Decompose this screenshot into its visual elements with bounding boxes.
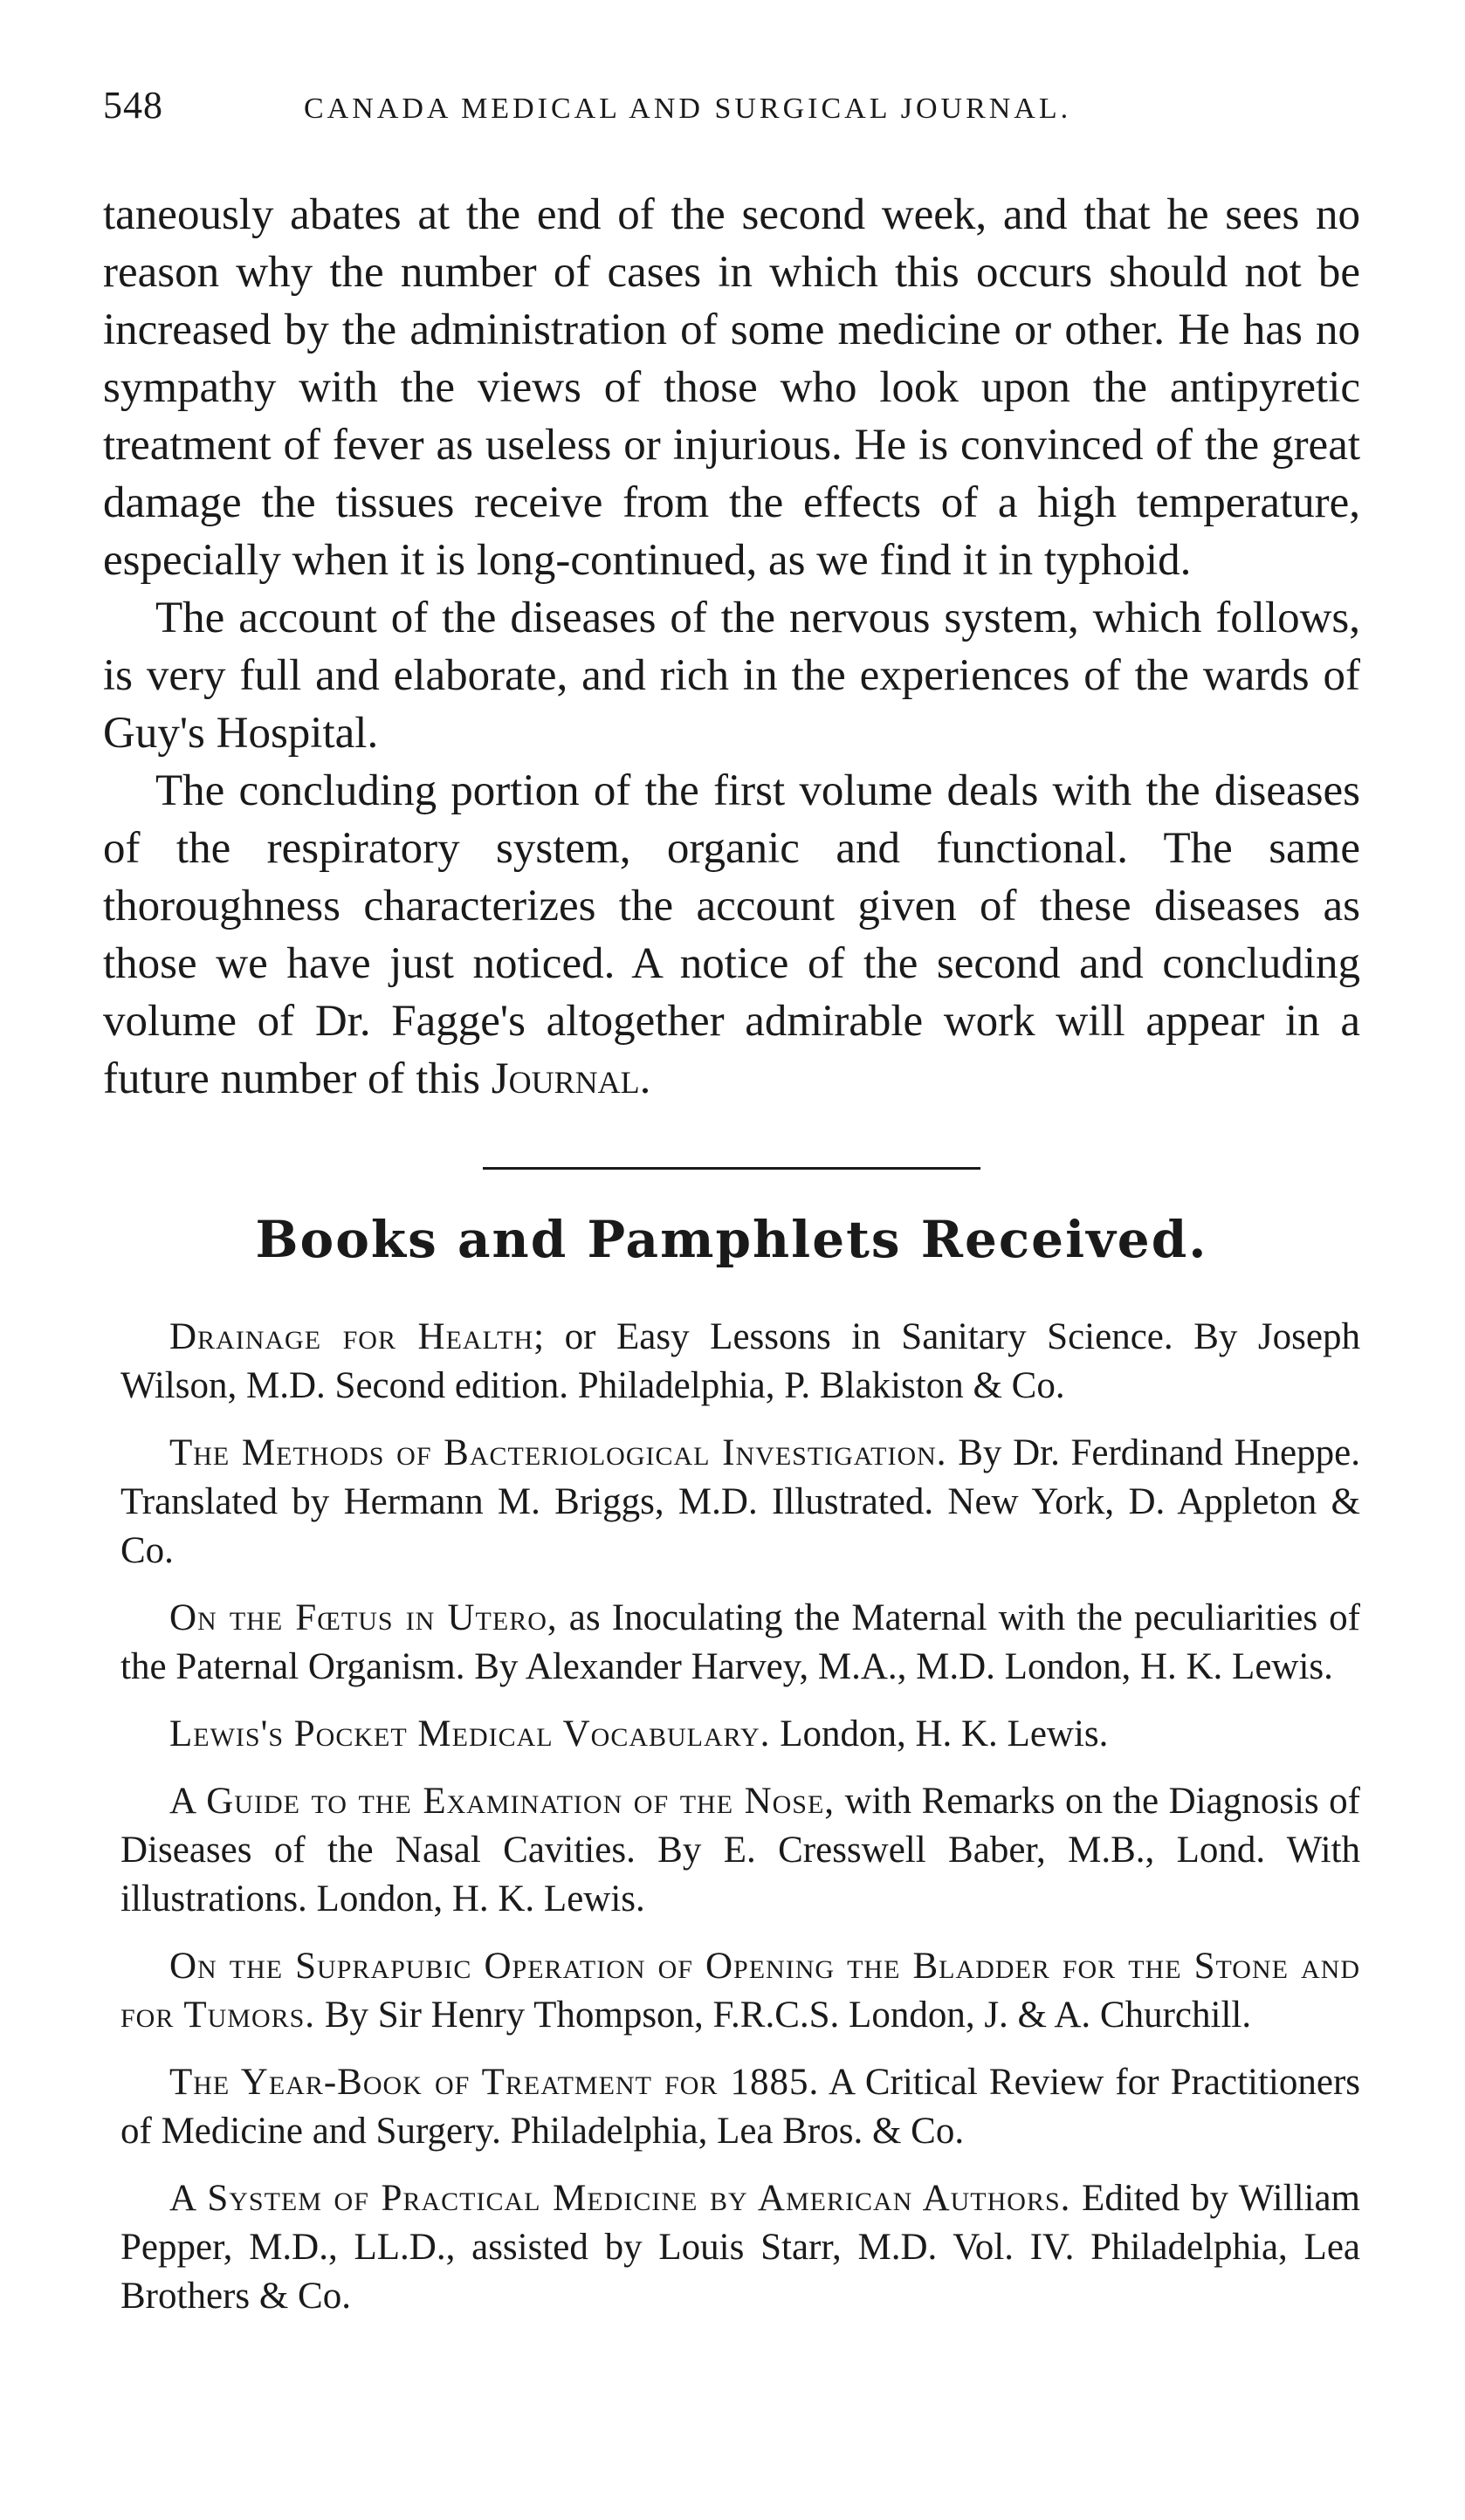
book-entry	[120, 1942, 1360, 2040]
book-entry	[120, 1594, 1360, 1692]
paragraph-1: taneously abates at the end of the second week, and that he sees no reason why the number of cases in which this occurs should not be increased by the administration of some medicine or other. He has no sympathy with the views of those who look upon the antipyretic treatment of fever as useless or injurious. He is convinced of the great damage the tissues receive from the effects of a high temperature, especially when it is long-continued, as we find it in typhoid.	[103, 190, 1360, 585]
book-title: Lewis's Pocket Medical Vocabulary.	[169, 1713, 771, 1754]
book-title: On the Suprapubic Operation of Opening the Bladder for the Stone and for Tumors.	[120, 1946, 1360, 2036]
journal-title: CANADA MEDICAL AND SURGICAL JOURNAL.	[304, 93, 1072, 125]
book-title: The Methods of Bacteriological Investigation.	[169, 1432, 947, 1473]
book-details: By Dr. Ferdinand Hneppe. Translated by Hermann M. Briggs, M.D. Illustrated. New York, D. Appleton & Co.	[120, 1432, 1360, 1571]
running-head	[103, 83, 1360, 135]
journal-reference: Journal.	[491, 1054, 651, 1103]
books-list	[103, 1313, 1360, 2321]
book-title: On the Fœtus in Utero,	[169, 1597, 558, 1638]
section-title: Books and Pamphlets Received.	[255, 1210, 1208, 1269]
review-body	[103, 186, 1360, 1108]
book-details: By Sir Henry Thompson, F.R.C.S. London, J. & A. Churchill.	[315, 1995, 1252, 2036]
page-number: 548	[103, 84, 163, 127]
journal-page	[103, 83, 1360, 2339]
book-entry	[120, 2174, 1360, 2321]
book-details: as Inoculating the Maternal with the peculiarities of the Paternal Organism. By Alexander Harvey, M.A., M.D. London, H. K. Lewis.	[120, 1597, 1360, 1687]
book-title: Drainage for Health	[169, 1316, 534, 1357]
book-entry	[120, 1710, 1360, 1759]
paragraph-3	[103, 762, 1360, 1108]
paragraph-3-text: The concluding portion of the first volume deals with the diseases of the respiratory system, organic and functional. The same thoroughness characterizes the account given of these diseases as those we have just noticed. A notice of the second and concluding volume of Dr. Fagge's altogether admirable work will appear in a future number of this	[103, 766, 1360, 1103]
book-details: with Remarks on the Diagnosis of Diseases of the Nasal Cavities. By E. Cresswell Baber, M.B., Lond. With illustrations. London, H. K. Lewis.	[120, 1781, 1360, 1919]
paragraph-2: The account of the diseases of the nervous system, which follows, is very full and elaborate, and rich in the experiences of the wards of Guy's Hospital.	[103, 594, 1360, 758]
section-divider	[483, 1167, 980, 1170]
book-title: A Guide to the Examination of the Nose,	[169, 1781, 836, 1822]
book-details: London, H. K. Lewis.	[770, 1713, 1109, 1754]
book-title: The Year-Book of Treatment for 1885.	[169, 2062, 820, 2103]
book-entry	[120, 2058, 1360, 2156]
book-entry	[120, 1429, 1360, 1576]
book-entry	[120, 1777, 1360, 1924]
book-details: A Critical Review for Practitioners of Medicine and Surgery. Philadelphia, Lea Bros. & Co.	[120, 2062, 1360, 2152]
book-details: Edited by William Pepper, M.D., LL.D., assisted by Louis Starr, M.D. Vol. IV. Philadelphia, Lea Brothers & Co.	[120, 2178, 1360, 2317]
book-details: ; or Easy Lessons in Sanitary Science. By Joseph Wilson, M.D. Second edition. Philadelphia, P. Blakiston & Co.	[120, 1316, 1360, 1406]
book-title: A System of Practical Medicine by American Authors.	[169, 2178, 1071, 2219]
book-entry	[120, 1313, 1360, 1411]
